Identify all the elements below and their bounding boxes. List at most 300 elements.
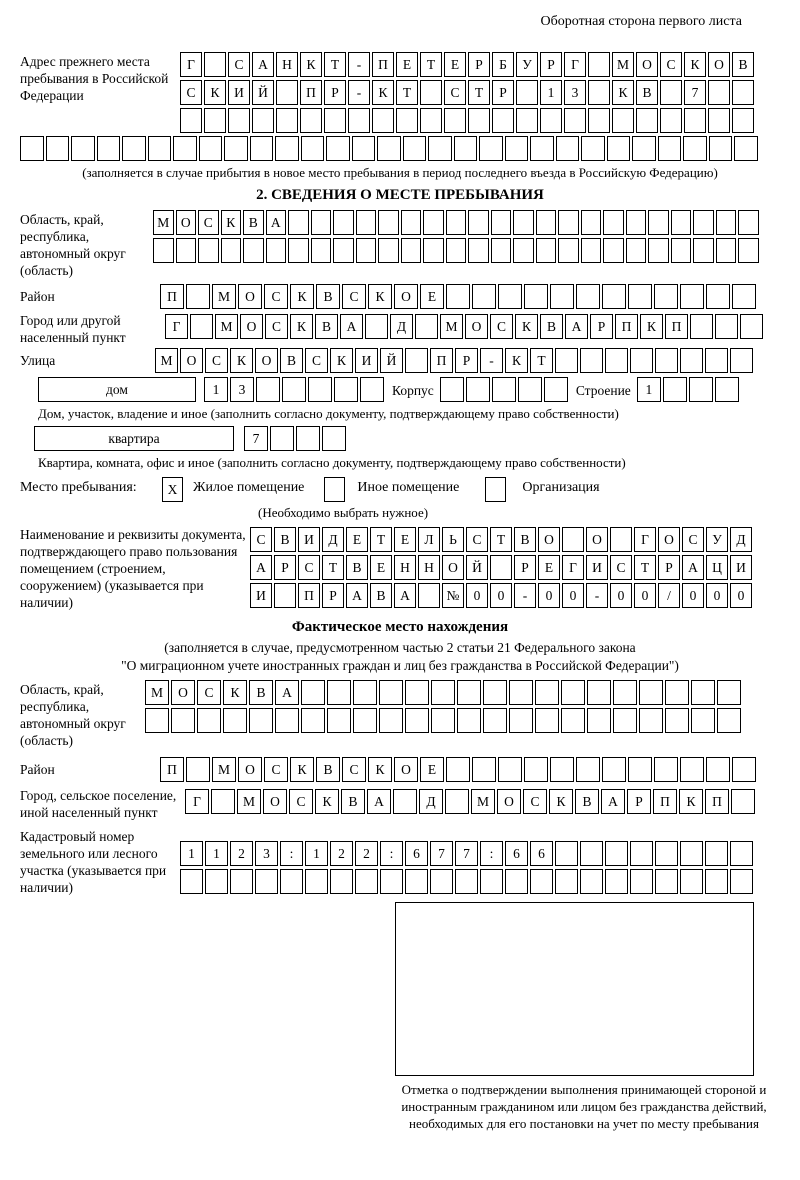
char-cell[interactable] — [176, 238, 197, 263]
char-cell[interactable]: П — [298, 583, 320, 608]
char-cell[interactable]: С — [298, 555, 320, 580]
char-cell[interactable]: С — [265, 314, 288, 339]
char-cell[interactable] — [587, 708, 611, 733]
char-cell[interactable]: М — [145, 680, 169, 705]
char-cell[interactable] — [418, 583, 440, 608]
char-cell[interactable] — [365, 314, 388, 339]
char-cell[interactable]: М — [212, 757, 236, 782]
checkbox-organization[interactable] — [485, 477, 506, 502]
char-cell[interactable]: И — [228, 80, 250, 105]
char-cell[interactable]: О — [394, 757, 418, 782]
char-cell[interactable] — [734, 136, 758, 161]
char-cell[interactable] — [648, 210, 669, 235]
char-cell[interactable]: В — [732, 52, 754, 77]
prev-address-row-2[interactable] — [180, 80, 754, 105]
char-cell[interactable]: В — [575, 789, 599, 814]
char-cell[interactable] — [628, 757, 652, 782]
char-cell[interactable] — [311, 238, 332, 263]
char-cell[interactable]: А — [346, 583, 368, 608]
char-cell[interactable] — [705, 869, 728, 894]
char-cell[interactable] — [356, 210, 377, 235]
char-cell[interactable]: Т — [322, 555, 344, 580]
char-cell[interactable] — [690, 314, 713, 339]
char-cell[interactable] — [444, 108, 466, 133]
char-cell[interactable]: М — [155, 348, 178, 373]
char-cell[interactable]: 1 — [204, 377, 228, 402]
char-cell[interactable]: К — [230, 348, 253, 373]
char-cell[interactable] — [282, 377, 306, 402]
char-cell[interactable]: С — [197, 680, 221, 705]
char-cell[interactable]: Й — [252, 80, 274, 105]
char-cell[interactable]: Й — [380, 348, 403, 373]
char-cell[interactable]: О — [394, 284, 418, 309]
char-cell[interactable] — [468, 210, 489, 235]
char-cell[interactable] — [330, 869, 353, 894]
char-cell[interactable]: 2 — [330, 841, 353, 866]
char-cell[interactable]: С — [342, 757, 366, 782]
char-cell[interactable] — [632, 136, 656, 161]
char-cell[interactable]: М — [215, 314, 238, 339]
char-cell[interactable] — [730, 841, 753, 866]
char-cell[interactable] — [378, 238, 399, 263]
char-cell[interactable]: Г — [562, 555, 584, 580]
char-cell[interactable]: Г — [185, 789, 209, 814]
char-cell[interactable] — [468, 238, 489, 263]
char-cell[interactable]: А — [394, 583, 416, 608]
char-cell[interactable] — [544, 377, 568, 402]
char-cell[interactable]: П — [160, 284, 184, 309]
char-cell[interactable]: 7 — [244, 426, 268, 451]
char-cell[interactable] — [654, 284, 678, 309]
char-cell[interactable]: Д — [730, 527, 752, 552]
char-cell[interactable]: К — [368, 757, 392, 782]
char-cell[interactable] — [715, 377, 739, 402]
char-cell[interactable]: 0 — [610, 583, 632, 608]
char-cell[interactable] — [555, 869, 578, 894]
char-cell[interactable] — [655, 841, 678, 866]
char-cell[interactable] — [353, 708, 377, 733]
char-cell[interactable]: М — [612, 52, 634, 77]
char-cell[interactable] — [250, 136, 274, 161]
char-cell[interactable] — [97, 136, 121, 161]
char-cell[interactable]: О — [180, 348, 203, 373]
char-cell[interactable] — [498, 757, 522, 782]
char-cell[interactable] — [607, 136, 631, 161]
char-cell[interactable]: Г — [180, 52, 202, 77]
char-cell[interactable] — [558, 210, 579, 235]
char-cell[interactable] — [301, 680, 325, 705]
char-cell[interactable] — [680, 348, 703, 373]
char-cell[interactable] — [479, 136, 503, 161]
char-cell[interactable] — [372, 108, 394, 133]
char-cell[interactable] — [706, 284, 730, 309]
char-cell[interactable] — [190, 314, 213, 339]
char-cell[interactable]: Ь — [442, 527, 464, 552]
char-cell[interactable]: 0 — [682, 583, 704, 608]
checkbox-residential-premises[interactable]: X — [162, 477, 183, 502]
char-cell[interactable] — [327, 680, 351, 705]
char-cell[interactable] — [480, 869, 503, 894]
prev-address-extra-row[interactable] — [20, 136, 780, 161]
char-cell[interactable] — [454, 136, 478, 161]
char-cell[interactable] — [301, 708, 325, 733]
char-cell[interactable]: 1 — [180, 841, 203, 866]
char-cell[interactable]: Г — [634, 527, 656, 552]
char-cell[interactable] — [405, 348, 428, 373]
char-cell[interactable] — [274, 583, 296, 608]
char-cell[interactable]: П — [665, 314, 688, 339]
char-cell[interactable] — [186, 757, 210, 782]
char-cell[interactable] — [490, 555, 512, 580]
char-cell[interactable]: А — [340, 314, 363, 339]
char-cell[interactable] — [288, 238, 309, 263]
char-cell[interactable]: Л — [418, 527, 440, 552]
char-cell[interactable] — [401, 210, 422, 235]
char-cell[interactable]: - — [348, 52, 370, 77]
char-cell[interactable] — [197, 708, 221, 733]
char-cell[interactable]: К — [223, 680, 247, 705]
char-cell[interactable]: 7 — [455, 841, 478, 866]
char-cell[interactable]: К — [221, 210, 242, 235]
char-cell[interactable] — [683, 136, 707, 161]
char-cell[interactable]: Е — [420, 757, 444, 782]
char-cell[interactable] — [423, 210, 444, 235]
char-cell[interactable] — [630, 841, 653, 866]
char-cell[interactable]: К — [290, 757, 314, 782]
char-cell[interactable]: И — [298, 527, 320, 552]
char-cell[interactable] — [396, 108, 418, 133]
char-cell[interactable] — [732, 80, 754, 105]
char-cell[interactable]: Р — [468, 52, 490, 77]
char-cell[interactable]: В — [316, 757, 340, 782]
char-cell[interactable] — [333, 210, 354, 235]
char-cell[interactable] — [204, 52, 226, 77]
char-cell[interactable] — [513, 238, 534, 263]
char-cell[interactable]: С — [466, 527, 488, 552]
char-cell[interactable] — [353, 680, 377, 705]
char-cell[interactable] — [211, 789, 235, 814]
char-cell[interactable] — [46, 136, 70, 161]
char-cell[interactable] — [377, 136, 401, 161]
char-cell[interactable] — [550, 284, 574, 309]
city-row[interactable] — [165, 314, 763, 339]
char-cell[interactable]: И — [355, 348, 378, 373]
char-cell[interactable] — [555, 841, 578, 866]
char-cell[interactable]: 0 — [490, 583, 512, 608]
char-cell[interactable]: П — [615, 314, 638, 339]
char-cell[interactable] — [684, 108, 706, 133]
char-cell[interactable] — [730, 869, 753, 894]
prev-address-row-1[interactable] — [180, 52, 754, 77]
char-cell[interactable] — [587, 680, 611, 705]
char-cell[interactable] — [556, 136, 580, 161]
char-cell[interactable] — [180, 108, 202, 133]
char-cell[interactable] — [204, 108, 226, 133]
char-cell[interactable] — [148, 136, 172, 161]
char-cell[interactable]: : — [280, 841, 303, 866]
char-cell[interactable] — [738, 238, 759, 263]
char-cell[interactable]: С — [180, 80, 202, 105]
checkbox-other-premises[interactable] — [324, 477, 345, 502]
char-cell[interactable] — [483, 708, 507, 733]
char-cell[interactable]: К — [515, 314, 538, 339]
char-cell[interactable]: В — [514, 527, 536, 552]
char-cell[interactable]: П — [705, 789, 729, 814]
char-cell[interactable]: К — [684, 52, 706, 77]
char-cell[interactable] — [333, 238, 354, 263]
char-cell[interactable] — [492, 108, 514, 133]
char-cell[interactable] — [145, 708, 169, 733]
char-cell[interactable]: Т — [468, 80, 490, 105]
char-cell[interactable] — [716, 238, 737, 263]
char-cell[interactable] — [405, 869, 428, 894]
char-cell[interactable]: Т — [420, 52, 442, 77]
char-cell[interactable]: Р — [492, 80, 514, 105]
char-cell[interactable] — [472, 757, 496, 782]
char-cell[interactable] — [665, 708, 689, 733]
char-cell[interactable] — [252, 108, 274, 133]
char-cell[interactable] — [660, 108, 682, 133]
char-cell[interactable] — [401, 238, 422, 263]
char-cell[interactable]: К — [290, 314, 313, 339]
char-cell[interactable]: О — [708, 52, 730, 77]
char-cell[interactable] — [223, 708, 247, 733]
char-cell[interactable] — [576, 757, 600, 782]
char-cell[interactable] — [324, 108, 346, 133]
char-cell[interactable] — [588, 80, 610, 105]
char-cell[interactable]: К — [612, 80, 634, 105]
char-cell[interactable]: И — [730, 555, 752, 580]
char-cell[interactable] — [535, 680, 559, 705]
char-cell[interactable] — [505, 869, 528, 894]
char-cell[interactable]: Р — [590, 314, 613, 339]
char-cell[interactable]: 6 — [530, 841, 553, 866]
char-cell[interactable] — [380, 869, 403, 894]
char-cell[interactable] — [536, 210, 557, 235]
char-cell[interactable] — [221, 238, 242, 263]
char-cell[interactable] — [513, 210, 534, 235]
char-cell[interactable] — [270, 426, 294, 451]
char-cell[interactable] — [680, 284, 704, 309]
char-cell[interactable]: 1 — [205, 841, 228, 866]
char-cell[interactable] — [717, 708, 741, 733]
char-cell[interactable]: 3 — [230, 377, 254, 402]
char-cell[interactable] — [580, 869, 603, 894]
char-cell[interactable] — [693, 210, 714, 235]
char-cell[interactable]: В — [315, 314, 338, 339]
char-cell[interactable] — [428, 136, 452, 161]
char-cell[interactable] — [654, 757, 678, 782]
char-cell[interactable] — [636, 108, 658, 133]
char-cell[interactable]: Д — [390, 314, 413, 339]
char-cell[interactable] — [71, 136, 95, 161]
char-cell[interactable]: : — [380, 841, 403, 866]
char-cell[interactable] — [378, 210, 399, 235]
char-cell[interactable]: В — [280, 348, 303, 373]
char-cell[interactable] — [705, 348, 728, 373]
char-cell[interactable]: Т — [490, 527, 512, 552]
prev-address-row-3[interactable] — [180, 108, 754, 133]
char-cell[interactable] — [348, 108, 370, 133]
char-cell[interactable] — [505, 136, 529, 161]
char-cell[interactable]: О — [497, 789, 521, 814]
char-cell[interactable] — [430, 869, 453, 894]
char-cell[interactable] — [603, 238, 624, 263]
char-cell[interactable]: С — [342, 284, 366, 309]
char-cell[interactable]: Н — [418, 555, 440, 580]
char-cell[interactable] — [431, 680, 455, 705]
char-cell[interactable]: А — [275, 680, 299, 705]
char-cell[interactable]: 3 — [564, 80, 586, 105]
region-row-1[interactable] — [153, 210, 759, 235]
char-cell[interactable]: 0 — [562, 583, 584, 608]
char-cell[interactable] — [300, 108, 322, 133]
char-cell[interactable]: А — [601, 789, 625, 814]
char-cell[interactable]: Е — [420, 284, 444, 309]
char-cell[interactable] — [524, 757, 548, 782]
char-cell[interactable] — [446, 238, 467, 263]
char-cell[interactable]: С — [205, 348, 228, 373]
char-cell[interactable]: М — [237, 789, 261, 814]
char-cell[interactable] — [612, 108, 634, 133]
char-cell[interactable] — [602, 757, 626, 782]
char-cell[interactable] — [308, 377, 332, 402]
char-cell[interactable]: М — [440, 314, 463, 339]
char-cell[interactable] — [588, 108, 610, 133]
char-cell[interactable]: Р — [322, 583, 344, 608]
char-cell[interactable] — [730, 348, 753, 373]
char-cell[interactable] — [680, 841, 703, 866]
char-cell[interactable] — [334, 377, 358, 402]
char-cell[interactable] — [491, 210, 512, 235]
char-cell[interactable] — [491, 238, 512, 263]
char-cell[interactable]: В — [540, 314, 563, 339]
char-cell[interactable] — [562, 527, 584, 552]
char-cell[interactable] — [705, 841, 728, 866]
char-cell[interactable] — [256, 377, 280, 402]
char-cell[interactable]: П — [160, 757, 184, 782]
char-cell[interactable]: К — [368, 284, 392, 309]
char-cell[interactable]: Т — [370, 527, 392, 552]
char-cell[interactable]: - — [348, 80, 370, 105]
char-cell[interactable] — [352, 136, 376, 161]
char-cell[interactable] — [322, 426, 346, 451]
document-row-2[interactable] — [250, 555, 752, 580]
char-cell[interactable] — [732, 284, 756, 309]
char-cell[interactable]: У — [516, 52, 538, 77]
char-cell[interactable] — [255, 869, 278, 894]
char-cell[interactable] — [693, 238, 714, 263]
char-cell[interactable]: Е — [538, 555, 560, 580]
char-cell[interactable] — [581, 210, 602, 235]
char-cell[interactable]: И — [586, 555, 608, 580]
char-cell[interactable]: У — [706, 527, 728, 552]
char-cell[interactable]: К — [549, 789, 573, 814]
char-cell[interactable]: К — [679, 789, 703, 814]
char-cell[interactable]: В — [636, 80, 658, 105]
char-cell[interactable] — [153, 238, 174, 263]
char-cell[interactable] — [558, 238, 579, 263]
actual-region-row-1[interactable] — [145, 680, 741, 705]
char-cell[interactable]: В — [249, 680, 273, 705]
char-cell[interactable]: Е — [346, 527, 368, 552]
char-cell[interactable] — [379, 708, 403, 733]
char-cell[interactable] — [628, 284, 652, 309]
char-cell[interactable]: 6 — [505, 841, 528, 866]
char-cell[interactable] — [356, 238, 377, 263]
char-cell[interactable]: С — [444, 80, 466, 105]
char-cell[interactable]: А — [266, 210, 287, 235]
char-cell[interactable]: 3 — [255, 841, 278, 866]
char-cell[interactable] — [243, 238, 264, 263]
char-cell[interactable] — [403, 136, 427, 161]
char-cell[interactable] — [610, 527, 632, 552]
char-cell[interactable] — [564, 108, 586, 133]
char-cell[interactable] — [224, 136, 248, 161]
char-cell[interactable]: В — [274, 527, 296, 552]
char-cell[interactable] — [393, 789, 417, 814]
char-cell[interactable] — [716, 210, 737, 235]
char-cell[interactable]: Т — [396, 80, 418, 105]
char-cell[interactable]: О — [636, 52, 658, 77]
char-cell[interactable] — [249, 708, 273, 733]
street-row[interactable] — [155, 348, 753, 373]
char-cell[interactable]: М — [471, 789, 495, 814]
char-cell[interactable] — [540, 108, 562, 133]
stroenie-cells[interactable] — [637, 377, 739, 402]
char-cell[interactable]: Р — [540, 52, 562, 77]
char-cell[interactable] — [472, 284, 496, 309]
char-cell[interactable] — [20, 136, 44, 161]
char-cell[interactable]: О — [263, 789, 287, 814]
char-cell[interactable] — [689, 377, 713, 402]
char-cell[interactable] — [199, 136, 223, 161]
char-cell[interactable]: 0 — [706, 583, 728, 608]
char-cell[interactable]: Г — [165, 314, 188, 339]
char-cell[interactable]: С — [523, 789, 547, 814]
char-cell[interactable] — [445, 789, 469, 814]
char-cell[interactable] — [706, 757, 730, 782]
char-cell[interactable] — [655, 348, 678, 373]
char-cell[interactable]: О — [238, 757, 262, 782]
char-cell[interactable] — [483, 680, 507, 705]
char-cell[interactable] — [613, 708, 637, 733]
char-cell[interactable] — [205, 869, 228, 894]
char-cell[interactable] — [691, 708, 715, 733]
char-cell[interactable] — [555, 348, 578, 373]
char-cell[interactable]: С — [490, 314, 513, 339]
char-cell[interactable] — [431, 708, 455, 733]
char-cell[interactable]: С — [264, 284, 288, 309]
char-cell[interactable] — [639, 708, 663, 733]
char-cell[interactable] — [405, 680, 429, 705]
char-cell[interactable]: Г — [564, 52, 586, 77]
char-cell[interactable]: С — [250, 527, 272, 552]
char-cell[interactable] — [518, 377, 542, 402]
document-row-1[interactable] — [250, 527, 752, 552]
char-cell[interactable]: К — [505, 348, 528, 373]
char-cell[interactable]: Т — [530, 348, 553, 373]
char-cell[interactable]: О — [538, 527, 560, 552]
actual-region-row-2[interactable] — [145, 708, 741, 733]
char-cell[interactable]: П — [653, 789, 677, 814]
char-cell[interactable] — [648, 238, 669, 263]
char-cell[interactable] — [639, 680, 663, 705]
char-cell[interactable]: П — [300, 80, 322, 105]
char-cell[interactable] — [455, 869, 478, 894]
char-cell[interactable] — [360, 377, 384, 402]
char-cell[interactable]: К — [372, 80, 394, 105]
